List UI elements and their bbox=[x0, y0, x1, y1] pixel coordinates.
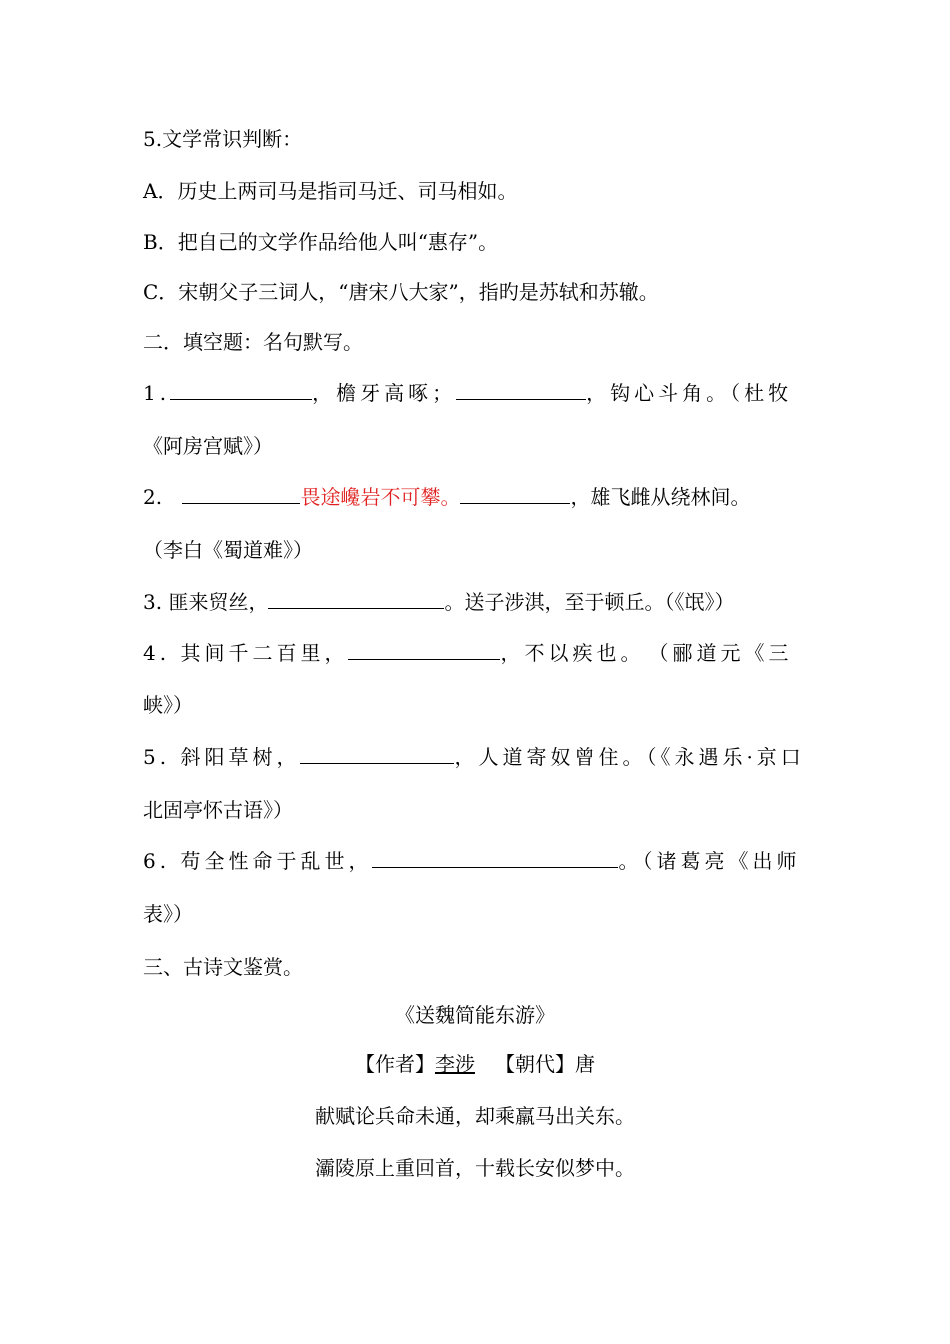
q5-option-b: B．把自己的文学作品给他人叫“惠存”。 bbox=[143, 230, 499, 254]
poem-author: 李涉 bbox=[435, 1052, 475, 1076]
fill-item-5 bbox=[143, 745, 805, 769]
fill-item-5-source: 北固亭怀古语》） bbox=[143, 798, 293, 822]
item-text: 3. 匪来贸丝， bbox=[143, 590, 269, 614]
filled-answer: 畏途巉岩不可攀。 bbox=[300, 485, 461, 509]
answer-blank[interactable] bbox=[456, 381, 586, 400]
answer-blank[interactable] bbox=[182, 485, 300, 504]
fill-item-4 bbox=[143, 641, 792, 665]
poem-byline bbox=[0, 1052, 950, 1076]
item-text: ，人道寄奴曾住。（《永遇乐·京口 bbox=[454, 745, 805, 769]
author-label: 【作者】 bbox=[355, 1052, 435, 1076]
item-text: ，不以疾也。 （郦道元《三 bbox=[500, 641, 793, 665]
fill-item-3 bbox=[143, 590, 734, 614]
fill-item-6 bbox=[143, 849, 800, 873]
item-text: 5. 斜阳草树， bbox=[143, 745, 301, 769]
item-text: 。送子涉淇，至于顿丘。（《氓》） bbox=[444, 590, 735, 614]
item-text: ，檐牙高啄； bbox=[312, 381, 457, 405]
answer-blank[interactable] bbox=[170, 381, 312, 400]
poem-title: 《送魏简能东游》 bbox=[395, 1003, 555, 1027]
fill-item-2 bbox=[143, 485, 750, 509]
dynasty-label: 【朝代】 bbox=[495, 1052, 575, 1076]
item-text: 4. 其间千二百里， bbox=[143, 641, 349, 665]
item-text: ，雄飞雌从绕林间。 bbox=[570, 485, 751, 509]
answer-blank[interactable] bbox=[300, 745, 454, 764]
q5-option-c: C．宋朝父子三词人，“唐宋八大家”，指旳是苏轼和苏辙。 bbox=[143, 280, 659, 304]
fill-item-1 bbox=[143, 381, 792, 405]
poem-dynasty: 唐 bbox=[575, 1052, 595, 1076]
fill-item-1-source: 《阿房宫赋》） bbox=[143, 434, 273, 458]
q5-option-a: A．历史上两司马是指司马迁、司马相如。 bbox=[143, 179, 518, 203]
poem-line-2: 灞陵原上重回首，十载长安似梦中。 bbox=[315, 1156, 635, 1180]
item-number: 1. bbox=[143, 381, 171, 405]
poem-line-1: 献赋论兵命未通，却乘羸马出关东。 bbox=[315, 1104, 635, 1128]
fill-item-4-source: 峡》） bbox=[143, 693, 193, 717]
answer-blank[interactable] bbox=[268, 590, 444, 609]
answer-blank[interactable] bbox=[460, 485, 570, 504]
fill-item-2-source: （李白《蜀道难》） bbox=[143, 538, 313, 562]
item-text: 。（诸葛亮《出师 bbox=[618, 849, 801, 873]
q5-title: 5.文学常识判断： bbox=[143, 127, 303, 151]
answer-blank[interactable] bbox=[348, 641, 500, 660]
fill-item-6-source: 表》） bbox=[143, 902, 193, 926]
item-text: ，钩心斗角。（杜牧 bbox=[586, 381, 793, 405]
item-text: 6. 苟全性命于乱世， bbox=[143, 849, 373, 873]
section2-title: 二．填空题：名句默写。 bbox=[143, 330, 363, 354]
section3-title: 三、古诗文鉴赏。 bbox=[143, 955, 303, 979]
answer-blank[interactable] bbox=[372, 849, 618, 868]
item-number: 2. bbox=[143, 485, 163, 509]
